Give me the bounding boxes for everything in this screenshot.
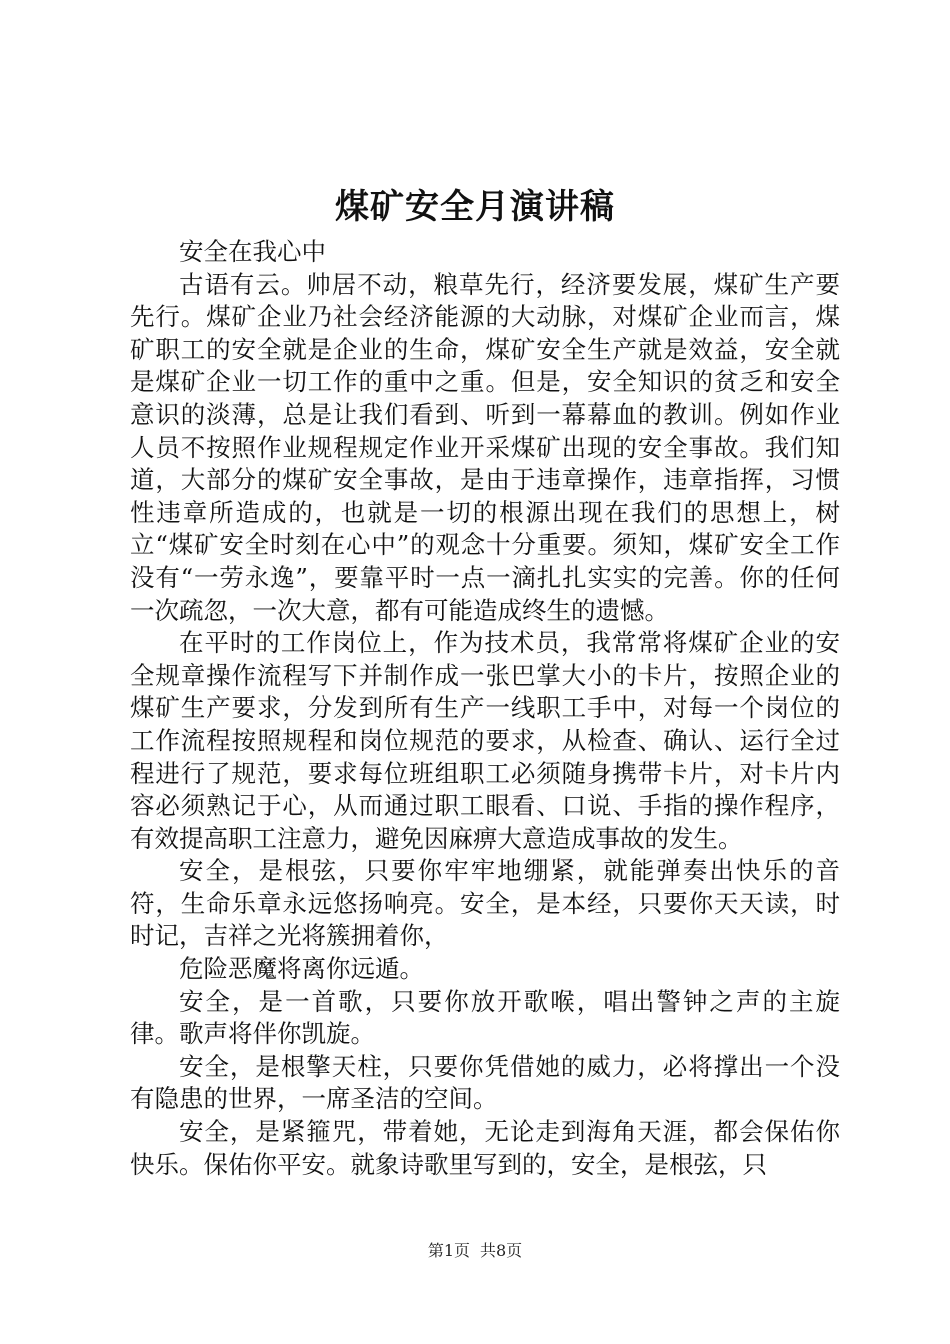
page-total: 共8页 [480, 1241, 523, 1260]
page-footer [0, 1240, 950, 1262]
paragraph: 安全，是紧箍咒，带着她，无论走到海角天涯，都会保佑你快乐。保佑你平安。就象诗歌里写到的，安全，是根弦，只 [130, 1117, 840, 1179]
paragraph: 安全，是根弦，只要你牢牢地绷紧，就能弹奏出快乐的音符，生命乐章永远悠扬响亮。安全，是本经，只要你天天读，时时记，吉祥之光将簇拥着你， [130, 856, 840, 951]
document-title: 煤矿安全月演讲稿 [335, 187, 615, 227]
paragraph: 安全，是一首歌，只要你放开歌喉，唱出警钟之声的主旋律。歌声将伴你凯旋。 [130, 986, 840, 1049]
paragraph-subtitle: 安全在我心中 [179, 237, 326, 266]
document-body [130, 236, 840, 1181]
paragraph: 危险恶魔将离你远遁。 [179, 954, 424, 984]
paragraph: 古语有云。帅居不动，粮草先行，经济要发展，煤矿生产要先行。煤矿企业乃社会经济能源的大动脉，对煤矿企业而言，煤矿职工的安全就是企业的生命，煤矿安全生产就是效益，安全就是煤矿企业一切工作的重中之重。但是，安全知识的贫乏和安全意识的淡薄，总是让我们看到、听到一幕幕血的教训。例如作业人员不按照作业规程规定作业开采煤矿出现的安全事故。我们知道，大部分的煤矿安全事故，是由于违章操作，违章指挥，习惯性违章所造成的，也就是一切的根源出现在我们的思想上，树立“煤矿安全时刻在心中”的观念十分重要。须知，煤矿安全工作没有“一劳永逸”，要靠平时一点一滴扎扎实实的完善。你的任何一次疏忽，一次大意，都有可能造成终生的遗憾。 [130, 269, 840, 625]
paragraph: 在平时的工作岗位上，作为技术员，我常常将煤矿企业的安全规章操作流程写下并制作成一张巴掌大小的卡片，按照企业的煤矿生产要求，分发到所有生产一线职工手中，对每一个岗位的工作流程按照规程和岗位规范的要求，从检查、确认、运行全过程进行了规范，要求每位班组职工必须随身携带卡片，对卡片内容必须熟记于心，从而通过职工眼看、口说、手指的操作程序，有效提高职工注意力，避免因麻痹大意造成事故的发生。 [130, 628, 840, 853]
page-number: 第1页 [427, 1241, 470, 1260]
paragraph: 安全，是根擎天柱，只要你凭借她的威力，必将撑出一个没有隐患的世界，一席圣洁的空间。 [130, 1051, 840, 1114]
